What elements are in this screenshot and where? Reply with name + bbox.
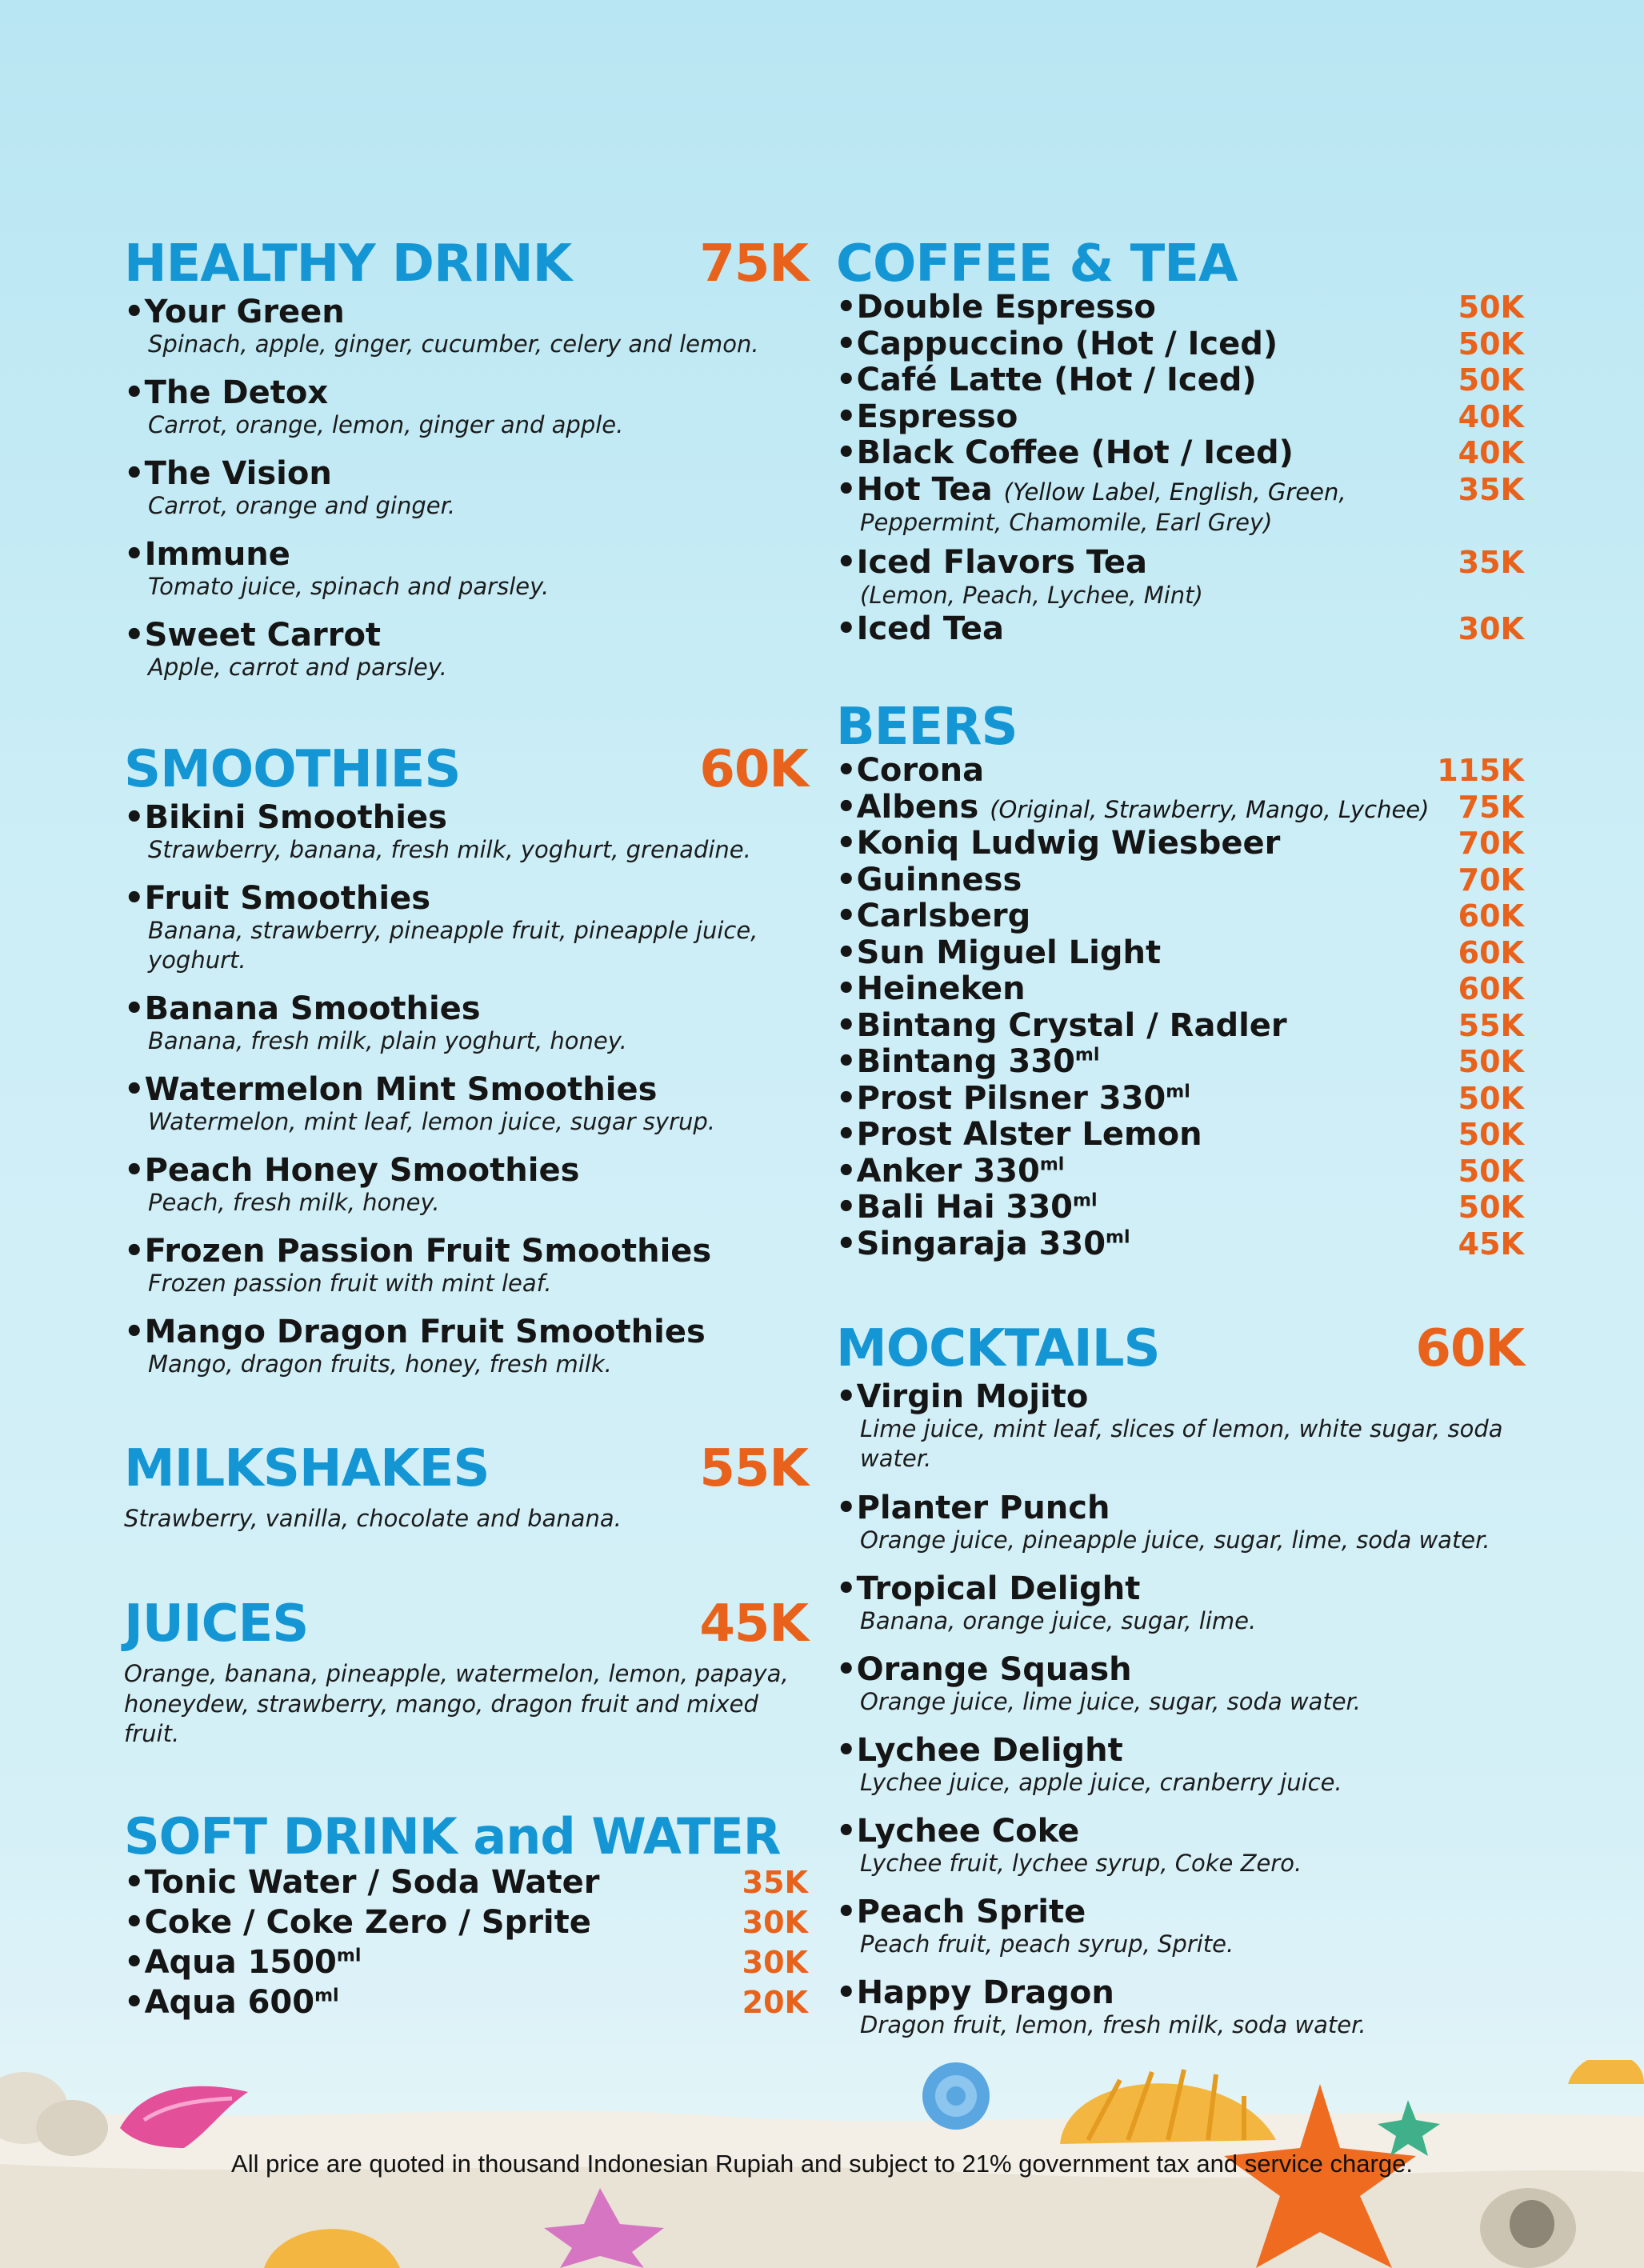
item-name: • Prost Pilsner $330^{ml}$ <box>836 1081 1190 1116</box>
right-column <box>836 226 1524 2040</box>
item-name: • Peach Sprite <box>836 1894 1524 1930</box>
menu-item <box>124 991 808 1056</box>
item-name: • Watermelon Mint Smoothies <box>124 1072 808 1107</box>
coffee-tea-section <box>836 226 1524 647</box>
menu-item <box>836 935 1524 972</box>
item-price: 35K <box>742 1865 808 1901</box>
section-header <box>836 689 1524 758</box>
item-name: • Guinness <box>836 862 1022 898</box>
menu-item <box>836 1081 1524 1118</box>
item-desc: Frozen passion fruit with mint leaf. <box>148 1270 552 1298</box>
smoothies-section <box>124 731 808 1380</box>
item-name: • Sun Miguel Light <box>836 935 1161 970</box>
section-price: 60K <box>699 739 808 799</box>
menu-item <box>836 1154 1524 1190</box>
item-name: • Koniq Ludwig Wiesbeer <box>836 826 1280 861</box>
section-header <box>124 1430 808 1499</box>
item-name: • Bikini Smoothies <box>124 800 808 835</box>
menu-item <box>124 1234 808 1298</box>
item-name: • Iced Tea <box>836 611 1004 646</box>
item-name: • Your Green <box>124 294 808 330</box>
item-desc: Lychee juice, apple juice, cranberry juice. <box>860 1768 1342 1796</box>
menu-item <box>124 537 808 602</box>
item-name: • Coke / Coke Zero / Sprite <box>124 1905 591 1940</box>
item-name: • Bintang $330^{ml}$ <box>836 1044 1099 1079</box>
item-name: • Tonic Water / Soda Water <box>124 1865 599 1900</box>
menu-item <box>836 472 1524 509</box>
item-price: 50K <box>1458 1117 1524 1153</box>
item-price: 50K <box>1458 326 1524 362</box>
item-price: 75K <box>1458 789 1524 825</box>
left-column <box>124 226 808 2025</box>
item-price: 45K <box>1458 1226 1524 1262</box>
item-price: 115K <box>1437 753 1524 789</box>
section-title: JUICES <box>124 1594 309 1654</box>
item-name: • Mango Dragon Fruit Smoothies <box>124 1314 808 1350</box>
section-title: SOFT DRINK and WATER <box>124 1807 781 1866</box>
item-name: • Black Coffee (Hot / Iced) <box>836 435 1294 470</box>
menu-item <box>836 1490 1524 1555</box>
item-name: • The Vision <box>124 456 808 491</box>
item-price: 70K <box>1458 826 1524 862</box>
item-desc: Apple, carrot and parsley. <box>148 654 447 682</box>
item-note: (Original, Strawberry, Mango, Lychee) <box>990 795 1430 823</box>
item-note: Peppermint, Chamomile, Earl Grey) <box>860 509 1273 536</box>
item-name: • Anker $330^{ml}$ <box>836 1154 1064 1189</box>
item-name: • Banana Smoothies <box>124 991 808 1026</box>
item-desc: Spinach, apple, ginger, cucumber, celery and lemon. <box>148 330 759 358</box>
item-price: 40K <box>1458 435 1524 470</box>
item-price: 50K <box>1458 1080 1524 1116</box>
item-price: 50K <box>1458 1153 1524 1189</box>
menu-item <box>124 1945 808 1985</box>
menu-item <box>124 1314 808 1379</box>
menu-item <box>124 1905 808 1945</box>
menu-item <box>836 1652 1524 1717</box>
menu-item <box>836 399 1524 436</box>
item-name: • Lychee Coke <box>836 1814 1524 1849</box>
section-title: MILKSHAKES <box>124 1439 490 1499</box>
item-name: • Bintang Crystal / Radler <box>836 1008 1287 1043</box>
item-name: • Fruit Smoothies <box>124 881 808 916</box>
beers-section <box>836 689 1524 1262</box>
item-name: • Peach Honey Smoothies <box>124 1153 808 1188</box>
item-name: • Albens (Original, Strawberry, Mango, Lychee) <box>836 790 1429 825</box>
item-desc: Banana, fresh milk, plain yoghurt, honey. <box>148 1026 627 1054</box>
item-price: 35K <box>1458 471 1524 507</box>
item-desc: Peach, fresh milk, honey. <box>148 1189 440 1217</box>
menu-item <box>124 618 808 682</box>
item-name: • Sweet Carrot <box>124 618 808 653</box>
section-title: BEERS <box>836 698 1018 758</box>
item-name: • Hot Tea (Yellow Label, English, Green, <box>836 472 1346 507</box>
menu-item <box>836 1117 1524 1154</box>
section-title: MOCKTAILS <box>836 1319 1160 1379</box>
item-price: 30K <box>742 1945 808 1981</box>
section-title: HEALTHY DRINK <box>124 234 572 294</box>
section-price: 55K <box>699 1439 808 1499</box>
item-desc: Lychee fruit, lychee syrup, Coke Zero. <box>860 1850 1302 1878</box>
menu-item <box>836 1226 1524 1263</box>
item-name: • Tropical Delight <box>836 1571 1524 1606</box>
menu-item <box>836 290 1524 326</box>
item-price: 50K <box>1458 362 1524 398</box>
section-price: 60K <box>1415 1319 1524 1379</box>
section-desc: Orange, banana, pineapple, watermelon, lemon, papaya, honeydew, strawberry, mango, dragon fruit and mixed fruit. <box>124 1660 789 1748</box>
menu-item <box>836 1975 1524 2040</box>
menu-item <box>836 545 1524 582</box>
item-price: 35K <box>1458 544 1524 580</box>
item-price: 30K <box>742 1905 808 1941</box>
item-price: 20K <box>742 1985 808 2021</box>
milkshakes-section <box>124 1430 808 1534</box>
item-name: • Bali Hai $330^{ml}$ <box>836 1190 1097 1225</box>
section-title: COFFEE & TEA <box>836 234 1238 294</box>
item-name: • Lychee Delight <box>836 1733 1524 1768</box>
item-desc: Dragon fruit, lemon, fresh milk, soda water. <box>860 2011 1366 2039</box>
section-header <box>124 226 808 294</box>
item-name: • Iced Flavors Tea <box>836 545 1147 580</box>
menu-item <box>836 362 1524 399</box>
menu-item <box>124 1985 808 2025</box>
item-name: • Virgin Mojito <box>836 1379 1524 1414</box>
section-header <box>124 731 808 799</box>
item-name: • Orange Squash <box>836 1652 1524 1687</box>
menu-item <box>836 611 1524 648</box>
item-price: 60K <box>1458 898 1524 934</box>
section-title: SMOOTHIES <box>124 739 461 799</box>
section-price: 45K <box>699 1594 808 1654</box>
item-name: • Cappuccino (Hot / Iced) <box>836 326 1278 362</box>
menu-item <box>836 1814 1524 1878</box>
menu-item <box>836 1044 1524 1081</box>
item-name: • Happy Dragon <box>836 1975 1524 2010</box>
menu-item <box>124 881 808 975</box>
menu-item <box>124 1865 808 1905</box>
item-name: • Carlsberg <box>836 898 1030 934</box>
item-desc: Tomato juice, spinach and parsley. <box>148 573 550 601</box>
item-price: 55K <box>1458 1007 1524 1043</box>
menu-item <box>836 1894 1524 1959</box>
menu-item <box>836 435 1524 472</box>
section-header <box>124 1586 808 1654</box>
menu-item <box>124 456 808 521</box>
item-price: 50K <box>1458 1190 1524 1226</box>
item-note: (Lemon, Peach, Lychee, Mint) <box>860 582 1203 610</box>
snail-shell-icon <box>922 2062 990 2130</box>
item-name: • Planter Punch <box>836 1490 1524 1526</box>
menu-item <box>124 294 808 359</box>
item-price: 30K <box>1458 610 1524 646</box>
item-price: 50K <box>1458 1044 1524 1080</box>
menu-item <box>836 790 1524 826</box>
section-desc: Strawberry, vanilla, chocolate and banana. <box>124 1505 622 1533</box>
mocktails-section <box>836 1310 1524 2040</box>
menu-item <box>124 375 808 440</box>
item-price: 70K <box>1458 862 1524 898</box>
item-note: (Yellow Label, English, Green, <box>1003 478 1346 506</box>
item-name: • Immune <box>124 537 808 572</box>
menu-item <box>836 1571 1524 1636</box>
menu-item <box>836 826 1524 862</box>
item-desc: Lime juice, mint leaf, slices of lemon, white sugar, soda water. <box>860 1415 1503 1473</box>
healthy-drink-section <box>124 226 808 683</box>
menu-item <box>124 1072 808 1137</box>
menu-item <box>124 1153 808 1218</box>
item-price: 40K <box>1458 398 1524 434</box>
item-desc: Peach fruit, peach syrup, Sprite. <box>860 1930 1234 1958</box>
item-desc: Carrot, orange and ginger. <box>148 492 456 520</box>
item-price: 50K <box>1458 290 1524 325</box>
item-desc: Mango, dragon fruits, honey, fresh milk. <box>148 1350 612 1378</box>
footer-note: All price are quoted in thousand Indonesian Rupiah and subject to 21% government tax and service charge. <box>231 2150 1413 2178</box>
menu-item <box>836 1379 1524 1474</box>
menu-item <box>836 753 1524 790</box>
item-desc: Orange juice, pineapple juice, sugar, lime, soda water. <box>860 1526 1490 1554</box>
soft-drink-section <box>124 1798 808 2025</box>
item-name: • Aqua $1500^{ml}$ <box>124 1945 361 1980</box>
menu-item <box>836 1190 1524 1226</box>
item-price: 60K <box>1458 971 1524 1007</box>
item-desc: Carrot, orange, lemon, ginger and apple. <box>148 411 624 439</box>
item-name: • Aqua $600^{ml}$ <box>124 1985 339 2020</box>
item-name: • Frozen Passion Fruit Smoothies <box>124 1234 808 1269</box>
item-name: • Heineken <box>836 971 1026 1006</box>
section-header <box>836 226 1524 294</box>
item-name: • Corona <box>836 753 984 788</box>
item-name: • Singaraja $330^{ml}$ <box>836 1226 1130 1262</box>
menu-item <box>836 1733 1524 1798</box>
item-desc: Banana, orange juice, sugar, lime. <box>860 1606 1257 1634</box>
menu-item <box>836 898 1524 935</box>
item-name: • Espresso <box>836 399 1018 434</box>
menu-item <box>836 971 1524 1008</box>
item-desc: Watermelon, mint leaf, lemon juice, sugar syrup. <box>148 1107 715 1135</box>
menu-item <box>836 862 1524 899</box>
item-name: • The Detox <box>124 375 808 410</box>
juices-section <box>124 1586 808 1750</box>
section-price: 75K <box>699 234 808 294</box>
menu-item <box>836 326 1524 363</box>
item-desc: Banana, strawberry, pineapple fruit, pineapple juice, yoghurt. <box>148 916 758 974</box>
menu-item <box>836 1008 1524 1045</box>
item-name: • Prost Alster Lemon <box>836 1117 1202 1152</box>
item-price: 60K <box>1458 934 1524 970</box>
item-name: • Double Espresso <box>836 290 1156 325</box>
section-header <box>836 1310 1524 1379</box>
item-desc: Strawberry, banana, fresh milk, yoghurt, grenadine. <box>148 835 751 863</box>
section-header <box>124 1798 808 1866</box>
item-desc: Orange juice, lime juice, sugar, soda water. <box>860 1687 1362 1715</box>
menu-item <box>124 800 808 865</box>
item-name: • Café Latte (Hot / Iced) <box>836 362 1257 398</box>
